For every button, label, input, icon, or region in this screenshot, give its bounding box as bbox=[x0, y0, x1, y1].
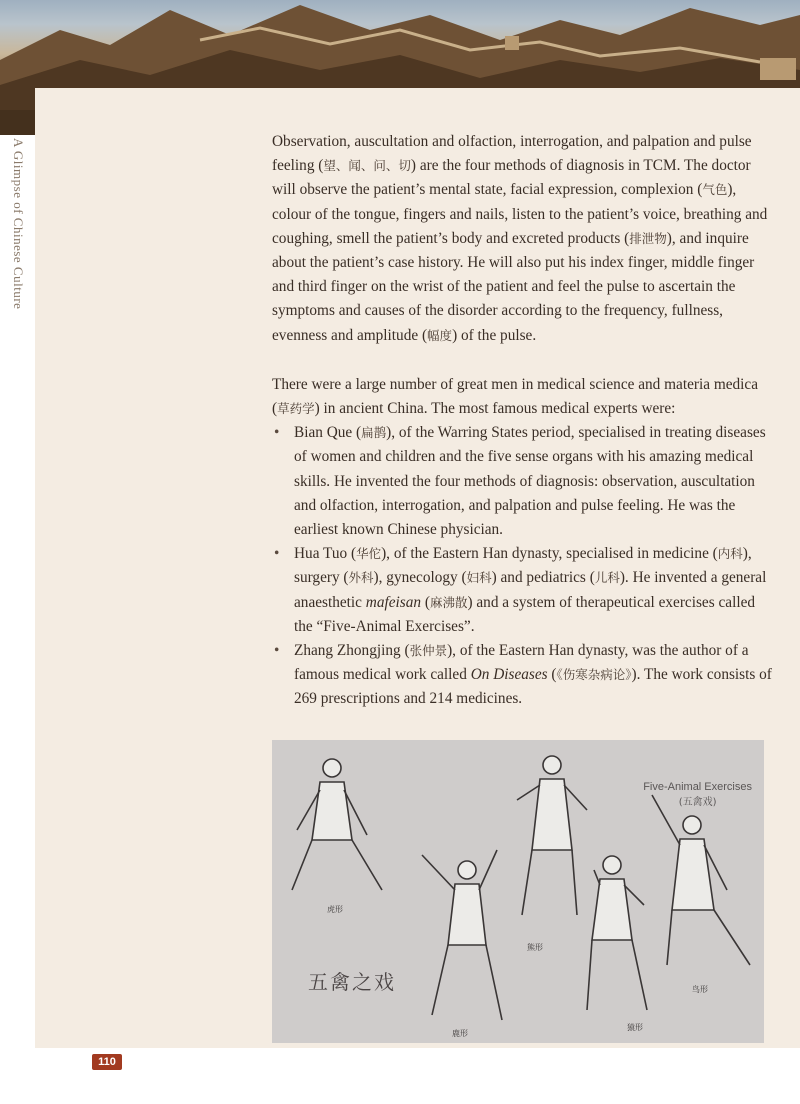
caption-chinese: (五禽戏) bbox=[678, 797, 717, 808]
figure-monkey bbox=[587, 856, 647, 1010]
list-item-hua-tuo bbox=[272, 542, 772, 639]
list-item-zhang-zhongjing bbox=[272, 639, 772, 712]
figure-bear bbox=[517, 756, 587, 915]
text-run: ), gynecology ( bbox=[373, 569, 467, 587]
five-animal-exercises-illustration bbox=[272, 740, 764, 1043]
chinese-term: 幅度 bbox=[427, 327, 453, 343]
chinese-term: 妇科 bbox=[466, 570, 492, 586]
text-run: ) in ancient China. The most famous medical experts were: bbox=[314, 400, 676, 418]
text-run: Bian Que ( bbox=[294, 424, 362, 442]
main-text bbox=[272, 130, 772, 712]
chinese-term: 扁鹊 bbox=[361, 425, 387, 441]
chinese-term: 《伤寒杂病论》 bbox=[556, 667, 632, 683]
figure-label: 熊形 bbox=[527, 943, 543, 952]
figure-deer bbox=[422, 850, 502, 1020]
text-run: ) of the pulse. bbox=[452, 326, 537, 344]
italic-term: mafeisan bbox=[365, 593, 422, 611]
text-run: ), and inquire about the patient’s case history. He will also put his index finger, middle finger and third finger on the wrist of the patient and feel the pulse to ascertain the symptoms and causes of the disorder according to the frequency, fullness, evenness and amplitude ( bbox=[272, 229, 755, 344]
figure-bird bbox=[652, 795, 750, 965]
illustration-title: 五禽之戏 bbox=[308, 970, 396, 994]
text-run: ). He invented a general anaesthetic bbox=[294, 569, 767, 611]
text-run: ( bbox=[421, 593, 430, 611]
caption-english: Five-Animal Exercises bbox=[643, 781, 752, 793]
text-run: ), of the Eastern Han dynasty, specialised in medicine ( bbox=[381, 545, 718, 563]
text-run: ), of the Warring States period, specialised in treating diseases of women and children and the five sense organs with his amazing medical skills. He invented the four methods of diagnosis: observation, auscultation and olfaction, interrogation, and palpation and pulse feeling. He was the earliest known Chinese physician. bbox=[294, 424, 766, 539]
chinese-term: 内科 bbox=[717, 546, 743, 562]
chinese-term: 外科 bbox=[348, 570, 374, 586]
page-number-badge: 110 bbox=[92, 1054, 122, 1070]
figure-label: 鸟形 bbox=[692, 985, 708, 994]
text-run: ) are the four methods of diagnosis in TCM. The doctor will observe the patient’s mental state, facial expression, complexion ( bbox=[272, 157, 751, 199]
illustration-caption bbox=[643, 780, 752, 810]
text-run: ) and pediatrics ( bbox=[491, 569, 595, 587]
text-run: There were a large number of great men in medical science and materia medica ( bbox=[272, 375, 758, 418]
figure-label: 猿形 bbox=[627, 1023, 643, 1032]
italic-term: On Diseases bbox=[470, 666, 548, 684]
experts-list bbox=[272, 421, 772, 711]
text-run: ) and a system of therapeutical exercises called the “Five-Animal Exercises”. bbox=[294, 593, 756, 635]
list-item-bian-que bbox=[272, 421, 772, 542]
text-run: Zhang Zhongjing ( bbox=[294, 642, 410, 660]
running-title: A Glimpse of Chinese Culture bbox=[11, 138, 26, 310]
text-run: ), of the Eastern Han dynasty, was the author of a famous medical work called bbox=[294, 642, 749, 684]
chinese-term: 麻沸散 bbox=[429, 594, 468, 610]
chinese-term: 排泄物 bbox=[629, 230, 667, 246]
chinese-term: 华佗 bbox=[356, 546, 382, 562]
chinese-term: 气色 bbox=[702, 182, 728, 198]
text-run: ( bbox=[547, 666, 557, 684]
chinese-term: 儿科 bbox=[594, 570, 620, 586]
paragraph-experts-intro bbox=[272, 373, 772, 421]
chinese-term: 望、闻、问、切 bbox=[323, 158, 411, 174]
paragraph-diagnosis bbox=[272, 130, 772, 348]
text-run: Hua Tuo ( bbox=[294, 545, 357, 563]
text-run: ). The work consists of 269 prescriptions and 214 medicines. bbox=[294, 666, 772, 708]
chinese-term: 草药学 bbox=[277, 401, 315, 417]
text-run: ), colour of the tongue, fingers and nails, listen to the patient’s voice, breathing and coughing, smell the patient’s body and excreted products ( bbox=[272, 181, 768, 247]
figure-tiger bbox=[292, 759, 382, 890]
text-run: ), surgery ( bbox=[294, 545, 752, 587]
figure-label: 鹿形 bbox=[452, 1029, 468, 1038]
figure-label: 虎形 bbox=[327, 905, 343, 914]
chinese-term: 张仲景 bbox=[409, 643, 448, 659]
text-run: Observation, auscultation and olfaction, interrogation, and palpation and pulse feeling ( bbox=[272, 133, 752, 175]
